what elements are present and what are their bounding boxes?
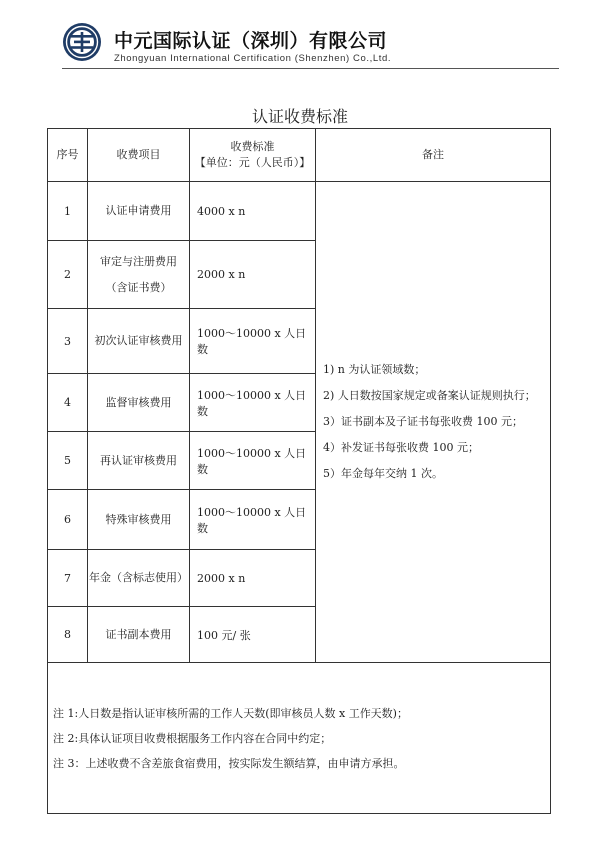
company-logo-icon: [62, 22, 102, 62]
row-standard: 1000～10000 x 人日数: [190, 432, 316, 490]
header-divider: [62, 68, 559, 69]
header-standard: [190, 129, 316, 182]
company-header: [62, 18, 562, 66]
row-item: 证书副本费用: [88, 607, 190, 663]
row-item: [88, 241, 190, 309]
row-item: 认证申请费用: [88, 182, 190, 241]
remark-line: 3）证书副本及子证书每张收费 100 元；: [323, 415, 523, 428]
row-item: 初次认证审核费用: [88, 309, 190, 374]
row-standard: 4000 x n: [190, 182, 316, 241]
table-row: [48, 182, 551, 241]
row-no: 2: [48, 241, 88, 309]
header-remark: 备注: [316, 129, 551, 182]
note-line: 注 3：上述收费不含差旅食宿费用，按实际发生额结算，由申请方承担。: [53, 756, 405, 770]
table-header-row: [48, 129, 551, 182]
header-standard-title: 收费标准: [230, 140, 275, 153]
row-no: 3: [48, 309, 88, 374]
row-standard: 1000～10000 x 人日数: [190, 490, 316, 550]
header-standard-unit: 【单位：元（人民币）】: [194, 156, 311, 169]
row-no: 7: [48, 550, 88, 607]
row-item: 再认证审核费用: [88, 432, 190, 490]
row-item: 特殊审核费用: [88, 490, 190, 550]
remarks-cell: [316, 182, 551, 663]
remark-line: 5）年金每年交纳 1 次。: [323, 467, 443, 480]
notes-cell: [48, 663, 551, 814]
row-standard: 2000 x n: [190, 550, 316, 607]
row-no: 1: [48, 182, 88, 241]
fee-standard-table: [47, 128, 551, 814]
document-title: 认证收费标准: [251, 107, 348, 126]
note-line: 注 2:具体认证项目收费根据服务工作内容在合同中约定；: [53, 731, 332, 745]
notes-row: [48, 663, 551, 814]
row-no: 4: [48, 374, 88, 432]
row-no: 5: [48, 432, 88, 490]
note-line: 注 1:人日数是指认证审核所需的工作人天数(即审核员人数 x 工作天数)；: [53, 706, 408, 720]
row-item: 年金（含标志使用）: [88, 550, 190, 607]
remark-line: 1) n 为认证领域数；: [323, 363, 426, 376]
row-item-line2: （含证书费）: [105, 280, 172, 294]
remark-line: 4）补发证书每张收费 100 元；: [323, 441, 479, 454]
company-name-english: Zhongyuan International Certification (Shenzhen) Co.,Ltd.: [114, 53, 392, 64]
row-no: 8: [48, 607, 88, 663]
header-item: 收费项目: [88, 129, 190, 182]
row-standard: 2000 x n: [190, 241, 316, 309]
row-standard: 1000～10000 x 人日数: [190, 309, 316, 374]
remark-line: 2) 人日数按国家规定或备案认证规则执行；: [323, 389, 536, 402]
row-item: 监督审核费用: [88, 374, 190, 432]
header-no: 序号: [48, 129, 88, 182]
row-item-line1: 审定与注册费用: [100, 254, 177, 268]
row-standard: 100 元/ 张: [190, 607, 316, 663]
row-no: 6: [48, 490, 88, 550]
row-standard: 1000～10000 x 人日数: [190, 374, 316, 432]
company-name-chinese: 中元国际认证（深圳）有限公司: [114, 30, 388, 52]
